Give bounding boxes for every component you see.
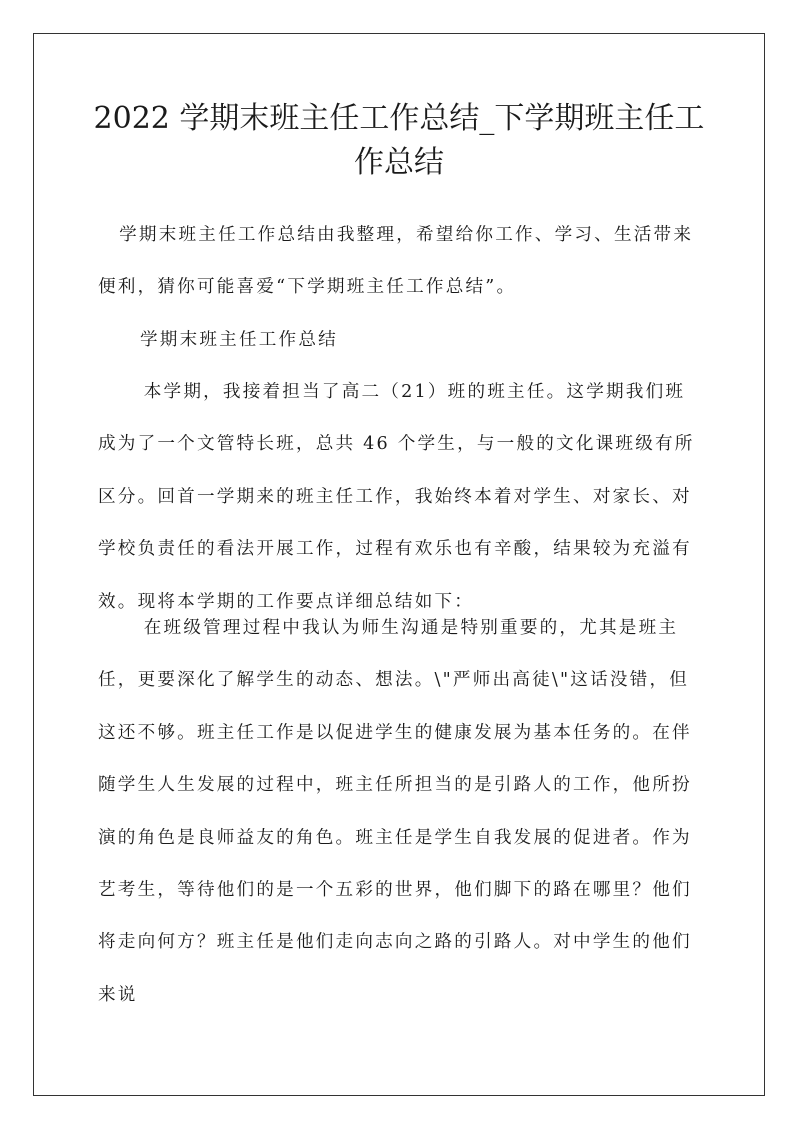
body-paragraph-1: 本学期，我接着担当了高二（21）班的班主任。这学期我们班成为了一个文管特长班，总共 46 个学生，与一般的文化课班级有所区分。回首一学期来的班主任工作，我始终本着对学生、对家长、对学校负责任的看法开展工作，过程有欢乐也有辛酸，结果较为充溢有效。现将本学期的工作要点详细总结如下： <box>98 382 695 612</box>
section-subheading: 学期末班主任工作总结 <box>140 330 338 350</box>
body-paragraph-2: 在班级管理过程中我认为师生沟通是特别重要的，尤其是班主任，更要深化了解学生的动态、想法。\"严师出高徒\"这话没错，但这还不够。班主任工作是以促进学生的健康发展为基本任务的。在伴随学生人生发展的过程中，班主任所担当的是引路人的工作，他所扮演的角色是良师益友的角色。班主任是学生自我发展的促进者。作为艺考生，等待他们的是一个五彩的世界，他们脚下的路在哪里？他们将走向何方？班主任是他们走向志向之路的引路人。对中学生的他们来说 <box>98 618 692 1005</box>
title-line-2: 作总结 <box>354 145 444 180</box>
title-line-1: 2022 学期末班主任工作总结_下学期班主任工 <box>93 101 705 136</box>
intro-paragraph: 学期末班主任工作总结由我整理，希望给你工作、学习、生活带来便利，猜你可能喜爱“下学期班主任工作总结”。 <box>98 225 694 298</box>
document-title <box>33 97 765 185</box>
